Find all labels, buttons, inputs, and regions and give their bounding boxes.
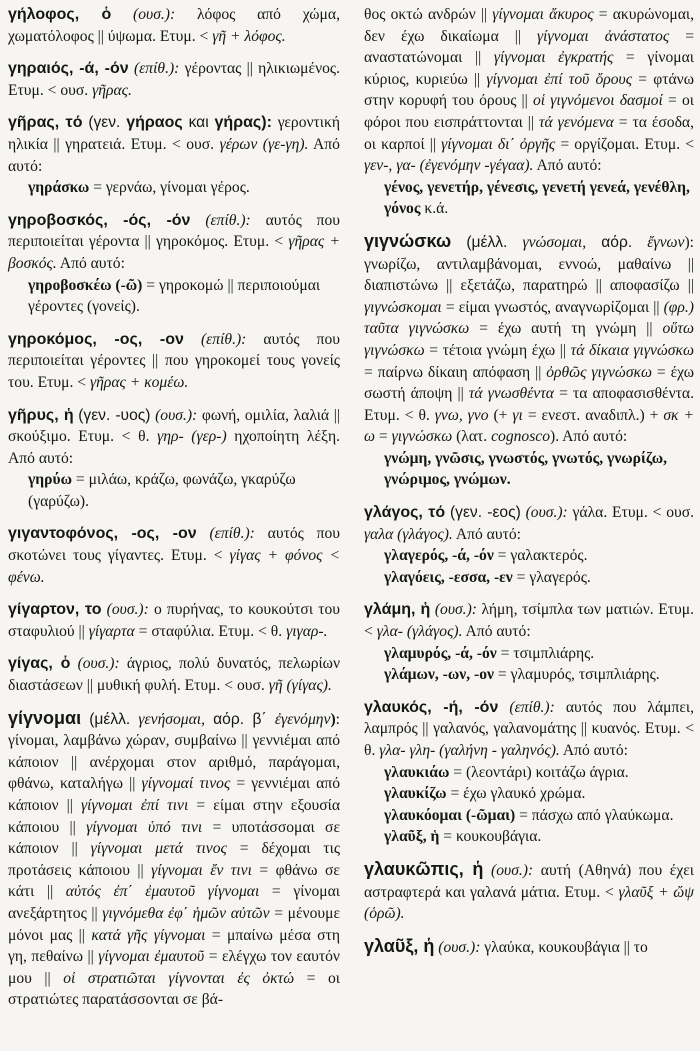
entry-headword: γλαυκός, -ή, -όν — [364, 698, 499, 716]
derived-words: γλαυκιάω = (λεοντάρι) κοιτάζω άγρια. γλαυκίζω = έχω γλαυκό χρώμα. γλαυκόομαι (-ῶμαι) = πάσχω από γλαύκωμα. γλαῦξ, ἡ = κουκουβάγια. — [384, 763, 674, 846]
derived-words: γένος, γενετήρ, γένεσις, γενετή γενεά, γενέθλη, γόνος κ.ά. — [384, 178, 690, 218]
entry-headword: γηραιός, -ά, -όν — [8, 60, 129, 78]
derived-words: γηροβοσκέω (-ῶ) = γηροκομώ || περιποιούμαι γέροντες (γονείς). — [28, 276, 321, 316]
entry-headword: γιγαντοφόνος, -ος, -ον — [8, 525, 197, 543]
dictionary-entry: γιγαντοφόνος, -ος, -ον (επίθ.): αυτός που σκοτώνει τους γίγαντες. Ετυμ. < γίγας + φόνος < φένω. — [8, 525, 340, 586]
dictionary-entry: γηροκόμος, -ος, -ον (επίθ.): αυτός που περιποιείται γέροντες || που γηροκομεί τους γονείς του. Ετυμ. < γῆρας + κομέω. — [8, 330, 340, 391]
entry-headword: γίγαρτον, το — [8, 601, 102, 619]
dictionary-entry: γλάγος, τό (γεν. -εος) (ουσ.): γάλα. Ετυμ. < ουσ. γαλα (γλάγος). Από αυτό: γλαγερός, -ά, -όν = γαλακτερός. γλαγόεις, -εσσα, -εν = γλαγερός. — [364, 502, 694, 588]
left-column — [8, 4, 340, 1011]
entry-headword: γλαῦξ, ἡ — [364, 935, 435, 956]
dictionary-entry: γίγνομαι (μέλλ. γενήσομαι, αόρ. β΄ ἐγενόμην): γίνομαι, λαμβάνω χώραν, συμβαίνω || γεννιέμαι από κάποιον || ανέρχομαι στον αριθμό, παράγομαι, φθάνω, καταλήγω || γίγνομαί τινος = γεννιέμαι από κάποιον || γίγνομαι ἐπί τινι = είμαι στην εξουσία κάποιου || γίγνομαι ὑπό τινι = υποτάσσομαι σε κάποιον || γίγνομαι μετά τινος = δέχομαι τις προτάσεις κάποιου || γίγνομαι ἔν τινι = φθάνω σε κάτι || αὐτός ἐπ΄ ἐμαυτοῦ γίγνομαι = γίνομαι ανεξάρτητος || γιγνόμεθα ἐφ΄ ἡμῶν αὐτῶν = μένουμε μόνοι μας || κατά γῆς γίγνομαι = μπαίνω μέσα στη γη, πεθαίνω || γίγνομαι ἐμαυτοῦ = ελέγχω τον εαυτόν μου || οἱ στρατιῶται γίγνονται ἐς ὀκτώ = οι στρατιώτες παρατάσσονται σε βά- — [8, 707, 341, 1009]
derived-words: γηρύω = μιλάω, κράζω, φωνάζω, γκαρύζω (γαρύζω). — [28, 471, 296, 510]
derived-words: γλαγερός, -ά, -όν = γαλακτερός. γλαγόεις, -εσσα, -εν = γλαγερός. — [384, 547, 591, 586]
derived-words: γηράσκω = γερνάω, γίνομαι γέρος. — [28, 179, 250, 197]
dictionary-entry: γλάμη, ἡ (ουσ.): λήμη, τσίμπλα των ματιών. Ετυμ. < γλα- (γλάγος). Από αυτό: γλαμυρός, -ά, -όν = τσιμπλιάρης. γλάμων, -ων, -ον = γλαμυρός, τσιμπλιάρης. — [364, 599, 694, 685]
entry-headword: γήλοφος, ὁ — [8, 6, 112, 23]
dictionary-entry: θος οκτώ ανδρών || γίγνομαι ἄκυρος = ακυρώνομαι, δεν έχω δικαίωμα || γίγνομαι ἀνάστατος = αναστατώνομαι || γίγνομαι ἐγκρατής = γίνομαι κύριος, κυριεύω || γίγνομαι ἐπί τοῦ ὄρους = φτάνω στην κορυφή του όρους || οἱ γιγνόμενοι δασμοί = οι φόροι που εισπράττονται || τά γενόμενα = τα έσοδα, οι καρποί || γίγνομαι δι΄ ὀργῆς = οργίζομαι. Ετυμ. < γεν-, γα- (ἐγενόμην -γέγαα). Από αυτό: γένος, γενετήρ, γένεσις, γενετή γενεά, γενέθλη, γόνος κ.ά. — [364, 4, 694, 220]
dictionary-entry: γῆρυς, ἡ (γεν. -υος) (ουσ.): φωνή, ομιλία, λαλιά || σκούξιμο. Ετυμ. < θ. γηρ- (γερ-) ηχοποίητη λέξη. Από αυτό: γηρύω = μιλάω, κράζω, φωνάζω, γκαρύζω (γαρύζω). — [8, 405, 340, 513]
entry-headword: γήραος — [126, 114, 183, 132]
entry-headword: γιγνώσκω — [364, 230, 452, 251]
entry-headword: γλαυκῶπις, ἡ — [364, 858, 484, 879]
dictionary-entry: γίγαρτον, το (ουσ.): ο πυρήνας, το κουκούτσι του σταφυλιού || γίγαρτα = σταφύλια. Ετυμ. < θ. γιγαρ-. — [8, 601, 340, 640]
entry-headword: γηροβοσκός, -ός, -όν — [8, 211, 191, 229]
entry-headword: γῆρας, τό — [8, 114, 83, 132]
entry-headword: γλάμη, ἡ — [364, 601, 431, 619]
dictionary-entry: γηραιός, -ά, -όν (επίθ.): γέροντας || ηλικιωμένος. Ετυμ. < ουσ. γῆρας. — [8, 60, 340, 99]
entry-headword: γηροκόμος, -ος, -ον — [8, 330, 184, 348]
entry-headword: γίγνομαι — [8, 707, 82, 728]
entry-headword: γῆρυς, ἡ — [8, 406, 74, 424]
derived-words: γλαμυρός, -ά, -όν = τσιμπλιάρης. γλάμων, -ων, -ον = γλαμυρός, τσιμπλιάρης. — [384, 644, 660, 684]
right-column — [364, 4, 694, 958]
dictionary-entry: γηροβοσκός, -ός, -όν (επίθ.): αυτός που περιποιείται γέροντα || γηροκόμος. Ετυμ. < γῆρας + βοσκός. Από αυτό: γηροβοσκέω (-ῶ) = γηροκομώ || περιποιούμαι γέροντες (γονείς). — [8, 210, 340, 318]
entry-headword: γίγας, ὁ — [8, 655, 71, 673]
dictionary-entry: γῆρας, τό (γεν. γήραος και γήρας): γεροντική ηλικία || γηρατειά. Ετυμ. < ουσ. γέρων (γε-γη). Από αυτό: γηράσκω = γερνάω, γίνομαι γέρος. — [8, 112, 340, 198]
derived-words: γνώμη, γνῶσις, γνωστός, γνωτός, γνωρίζω, γνώριμος, γνώμων. — [384, 449, 668, 489]
dictionary-entry: γλαυκός, -ή, -όν (επίθ.): αυτός που λάμπει, λαμπρός || γαλανός, γαλανομάτης || κυανός. Ετυμ. < θ. γλα- γλη- (γαλήνη - γαληνός). Από αυτό: γλαυκιάω = (λεοντάρι) κοιτάζω άγρια. γλαυκίζω = έχω γλαυκό χρώμα. γλαυκόομαι (-ῶμαι) = πάσχω από γλαύκωμα. γλαῦξ, ἡ = κουκουβάγια. — [364, 697, 694, 848]
entry-headword: γήρας): — [214, 114, 272, 132]
dictionary-entry: γλαυκῶπις, ἡ (ουσ.): αυτή (Αθηνά) που έχει αστραφτερά και γαλανά μάτια. Ετυμ. < γλαῦξ + ὤψ (ὁρῶ). — [364, 858, 694, 923]
dictionary-entry: γίγας, ὁ (ουσ.): άγριος, πολύ δυνατός, πελωρίων διαστάσεων || μυθική φυλή. Ετυμ. < ουσ. γῆ (γίγας). — [8, 655, 340, 695]
dictionary-entry: γιγνώσκω (μέλλ. γνώσομαι, αόρ. ἔγνων): γνωρίζω, αντιλαμβάνομαι, εννοώ, μαθαίνω || διαπιστώνω || εξετάζω, παρατηρώ || αποφασίζω || γιγνώσκομαι = είμαι γνωστός, αναγνωρίζομαι || (φρ.) ταῦτα γιγνώσκω = έχω αυτή τη γνώμη || οὕτω γιγνώσκω = τέτοια γνώμη έχω || τά δίκαια γιγνώσκω = παίρνω δίκαιη απόφαση || ὀρθῶς γιγνώσκω = έχω σωστή άποψη || τά γνωσθέντα = τα αποφασισθέντα. Ετυμ. < θ. γνω, γνο (+ γι = ενεστ. αναδιπλ.) + σκ + ω = γιγνώσκω (λατ. cognosco). Από αυτό: γνώμη, γνῶσις, γνωστός, γνωτός, γνωρίζω, γνώριμος, γνώμων. — [364, 231, 694, 491]
entry-headword: γλάγος, τό — [364, 504, 446, 522]
dictionary-entry: γλαῦξ, ἡ (ουσ.): γλαύκα, κουκουβάγια || το — [364, 935, 648, 956]
dictionary-entry: γήλοφος, ὁ (ουσ.): λόφος από χώμα, χωματόλοφος || ύψωμα. Ετυμ. < γῆ + λόφος. — [8, 6, 340, 45]
